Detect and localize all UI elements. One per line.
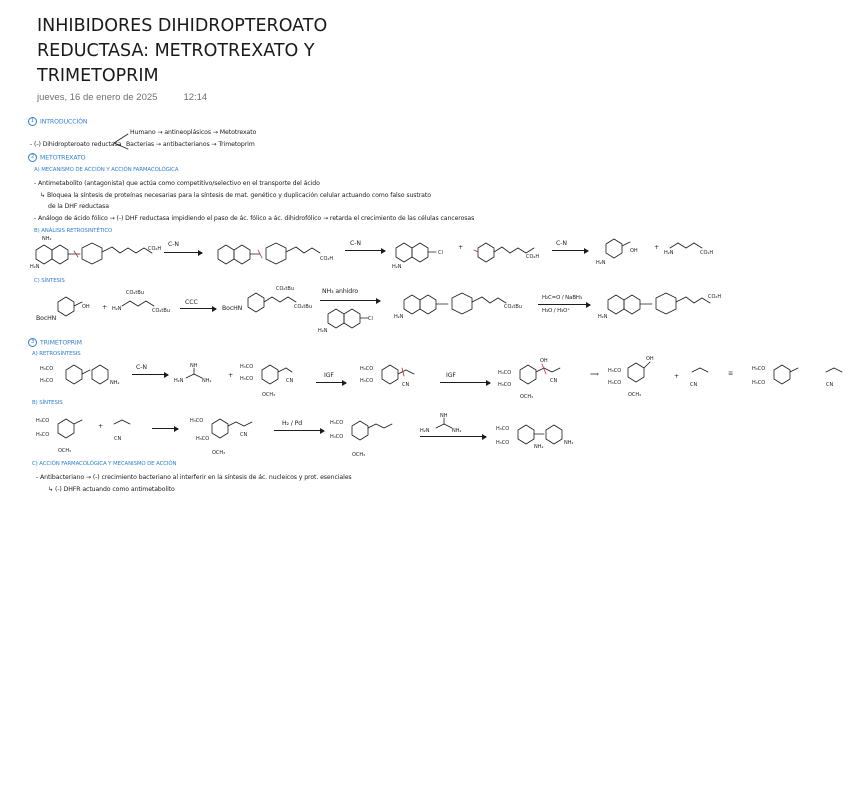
note-time: 12:14: [183, 92, 208, 103]
intro-humano: Humano → antineoplásicos → Metotrexato: [130, 129, 257, 136]
svg-text:CN: CN: [826, 382, 834, 388]
svg-text:H₂N: H₂N: [30, 264, 40, 270]
svg-text:NH₂: NH₂: [202, 378, 212, 384]
svg-text:CN: CN: [114, 436, 122, 442]
svg-text:CN: CN: [402, 382, 410, 388]
svg-text:NH: NH: [190, 363, 198, 369]
glutamate-ester-structure: [112, 288, 174, 320]
mtx-line-3: de la DHF reductasa: [48, 203, 109, 210]
svg-text:H₃CO: H₃CO: [360, 366, 374, 372]
arrow-4: [180, 308, 216, 309]
tmp-line-2: ↳ (-) DHFR actuando como antimetabolito: [48, 486, 175, 493]
methotrexate-product-structure: [598, 284, 738, 324]
unsaturated-nitrile-structure: [190, 410, 266, 458]
svg-text:H₃CO: H₃CO: [752, 366, 766, 372]
trimethoxybenzyl-nitrile-structure: [240, 358, 302, 400]
svg-text:H₂N: H₂N: [174, 378, 184, 384]
benzaldehyde-fragment-structure: [608, 354, 664, 400]
svg-text:NH₂: NH₂: [452, 428, 462, 434]
svg-text:CO₂tBu: CO₂tBu: [276, 286, 294, 292]
mtx-line-4: - Análogo de ácido fólico → (-) DHF reductasa impidiendo el paso de ác. fólico a ác. dihidrofólico → retarda el crecimiento de las células cancerosas: [34, 215, 475, 222]
intro-bacterias: Bacterias → antibacterianos → Trimetoprim: [126, 141, 255, 148]
reagent-ccc: CCC: [185, 299, 198, 306]
nitrile-reagent-structure: [108, 414, 142, 444]
section-2a-heading: A) MECANISMO DE ACCIÓN Y ACCIÓN FARMACOLÓGICA: [34, 167, 179, 173]
reagent-cn-3: C-N: [556, 240, 567, 247]
arrow-1: [164, 252, 202, 253]
svg-text:OCH₃: OCH₃: [628, 392, 642, 398]
page-title: [37, 14, 457, 89]
title-line-2: REDUCTASA: METROTREXATO Y: [37, 41, 315, 61]
intro-line: - (-) Dihidropteroato reductasa: [30, 141, 122, 148]
arrow-5: [320, 300, 380, 301]
svg-text:NH₂: NH₂: [564, 440, 574, 446]
boc-coupled-structure: [244, 284, 324, 320]
arrow-11: [274, 430, 324, 431]
plus-1: +: [458, 244, 464, 251]
start-aldehyde-structure: [36, 410, 96, 458]
reagent-igf-1: IGF: [324, 372, 334, 379]
svg-text:NH₂: NH₂: [42, 236, 52, 242]
svg-text:H₃CO: H₃CO: [40, 366, 54, 372]
boc-label-2: BocHN: [222, 305, 243, 312]
svg-text:NH₂: NH₂: [110, 380, 120, 386]
aminobenzoyl-glutamate-structure: [468, 232, 548, 272]
trimethoprim-structure-1: [40, 360, 126, 392]
cl-label: Cl: [438, 250, 443, 256]
section-1-number: 1: [28, 117, 37, 126]
svg-text:H₃CO: H₃CO: [498, 382, 512, 388]
svg-text:H₃CO: H₃CO: [608, 380, 622, 386]
svg-text:CN: CN: [690, 382, 698, 388]
svg-text:OH: OH: [630, 248, 638, 254]
svg-text:H₃CO: H₃CO: [240, 364, 254, 370]
protected-mtx-structure: [394, 284, 534, 324]
svg-text:OCH₃: OCH₃: [262, 392, 276, 398]
arrow-2: [345, 250, 385, 251]
plus-5: +: [674, 373, 680, 380]
plus-6: +: [98, 423, 104, 430]
svg-text:CO₂H: CO₂H: [526, 254, 540, 260]
svg-text:CO₂H: CO₂H: [320, 256, 334, 262]
title-line-3: TRIMETOPRIM: [37, 66, 159, 86]
svg-text:H₃CO: H₃CO: [608, 368, 622, 374]
guanidine-structure: [174, 364, 218, 386]
reagent-cn-2: C-N: [350, 240, 361, 247]
svg-text:CN: CN: [240, 432, 248, 438]
aldehyde-nitrile-structure: [360, 362, 424, 396]
svg-text:H₃CO: H₃CO: [330, 434, 344, 440]
plus-3: +: [102, 304, 108, 311]
aldol-product-structure: [498, 356, 578, 400]
svg-text:OCH₃: OCH₃: [58, 448, 72, 454]
reagent-h2pd: H₂ / Pd: [282, 420, 303, 427]
mtx-line-1: - Antimetabolito (antagonista) que actúa como competitivo/selectivo en el transporte del ácido: [34, 180, 320, 187]
trimethoxybenzaldehyde-structure: [752, 360, 812, 394]
svg-text:CO₂tBu: CO₂tBu: [126, 290, 144, 296]
note-date: jueves, 16 de enero de 2025: [37, 92, 158, 103]
mtx-line-2: ↳ Bloquea la síntesis de proteínas necesarias para la síntesis de mat. genético y duplicación celular actuando como falso sustrato: [40, 192, 431, 199]
pteridine-reagent-structure: [318, 304, 382, 334]
title-line-1: INHIBIDORES DIHIDROPTEROATO: [37, 16, 328, 36]
arrow-6: [538, 304, 590, 305]
guanidine-reagent-structure: [420, 412, 470, 436]
svg-text:H₃CO: H₃CO: [496, 440, 510, 446]
svg-text:H₃CO: H₃CO: [752, 380, 766, 386]
section-3-number: 3: [28, 338, 37, 347]
reagent-h3o: H₃O / H₃O⁺: [542, 308, 571, 314]
svg-text:H₃CO: H₃CO: [190, 418, 204, 424]
svg-text:H₂N: H₂N: [420, 428, 430, 434]
arrow-10: [152, 428, 178, 429]
svg-text:H₂N: H₂N: [598, 314, 608, 320]
svg-text:H₂N: H₂N: [112, 306, 122, 312]
reagent-igf-2: IGF: [446, 372, 456, 379]
svg-text:H₃CO: H₃CO: [496, 426, 510, 432]
plus-2: +: [654, 244, 660, 251]
section-3c-heading: C) ACCIÓN FARMACOLÓGICA Y MECANISMO DE ACCIÓN: [32, 461, 177, 467]
svg-text:H₂N: H₂N: [394, 314, 404, 320]
section-1-heading: 1 INTRODUCCIÓN: [28, 117, 87, 126]
trimethoprim-product-structure: [496, 420, 600, 458]
svg-text:OCH₃: OCH₃: [212, 450, 226, 456]
svg-text:H₃CO: H₃CO: [40, 378, 54, 384]
svg-text:H₂N: H₂N: [392, 264, 402, 270]
svg-text:NH: NH: [440, 413, 448, 419]
acrylonitrile-fragment-structure: [822, 362, 848, 392]
arrow-8: [316, 382, 346, 383]
svg-text:CO₂tBu: CO₂tBu: [152, 308, 170, 314]
section-3a-heading: A) RETROSÍNTESIS: [32, 351, 81, 357]
reagent-nh-anhidro: NH₃ anhidro: [322, 288, 359, 295]
section-2-number: 2: [28, 153, 37, 162]
section-3b-heading: B) SÍNTESIS: [32, 400, 63, 406]
svg-text:H₂N: H₂N: [596, 260, 606, 266]
svg-text:OH: OH: [540, 358, 548, 364]
reagent-h2co: H₂C=O / NaBH₃: [542, 295, 582, 301]
svg-text:CN: CN: [550, 378, 558, 384]
section-3-heading: 3 TRIMETOPRIM: [28, 338, 82, 347]
arrow-12: [420, 436, 486, 437]
svg-text:OH: OH: [646, 356, 654, 362]
svg-text:CO₂H: CO₂H: [700, 250, 714, 256]
tmp-line-1: - Antibacteriano → (-) crecimiento bacteriano al interferir en la síntesis de ác. nucleicos y prot. esenciales: [36, 474, 352, 481]
svg-text:H₃CO: H₃CO: [196, 436, 210, 442]
reagent-cn-4: C-N: [136, 364, 147, 371]
svg-text:H₃CO: H₃CO: [36, 418, 50, 424]
svg-text:H₃CO: H₃CO: [240, 376, 254, 382]
svg-text:H₂N: H₂N: [664, 250, 674, 256]
svg-text:H₂N: H₂N: [318, 328, 328, 334]
mtx-disconnect-structure: [212, 232, 342, 272]
svg-text:Cl: Cl: [368, 316, 373, 322]
svg-text:H₃CO: H₃CO: [498, 370, 512, 376]
p-aminobenzoic-acid-structure: [596, 234, 646, 264]
glutamic-acid-structure: [664, 234, 714, 260]
svg-text:CO₂tBu: CO₂tBu: [294, 304, 312, 310]
section-2b-heading: B) ANÁLISIS RETROSINTÉTICO: [34, 228, 113, 234]
pteridine-chloride-structure: [390, 238, 450, 268]
implies-symbol: ⟹: [590, 371, 599, 378]
arrow-7: [132, 374, 168, 375]
equiv-symbol: ≡: [728, 370, 734, 377]
svg-text:H₃CO: H₃CO: [360, 378, 374, 384]
svg-text:NH₂: NH₂: [534, 444, 544, 450]
svg-text:CO₂tBu: CO₂tBu: [504, 304, 522, 310]
nitrile-fragment-structure: [684, 362, 720, 392]
reagent-cn-1: C-N: [168, 241, 179, 248]
svg-text:CN: CN: [286, 378, 294, 384]
svg-text:OCH₃: OCH₃: [520, 394, 534, 400]
note-timestamp: [37, 92, 207, 103]
boc-label-1: BocHN: [36, 315, 57, 322]
svg-text:OCH₃: OCH₃: [352, 452, 366, 458]
svg-text:H₃CO: H₃CO: [36, 432, 50, 438]
plus-4: +: [228, 372, 234, 379]
svg-text:OH: OH: [82, 304, 90, 310]
section-2-heading: 2 METOTREXATO: [28, 153, 85, 162]
svg-text:CO₂H: CO₂H: [708, 294, 722, 300]
arrow-9: [440, 382, 490, 383]
methotrexate-structure: [30, 232, 160, 272]
svg-text:H₃CO: H₃CO: [330, 420, 344, 426]
co2h-label: CO₂H: [148, 246, 162, 252]
section-2c-heading: C) SÍNTESIS: [34, 278, 65, 284]
reduced-nitrile-structure: [330, 412, 406, 460]
arrow-3: [552, 250, 588, 251]
